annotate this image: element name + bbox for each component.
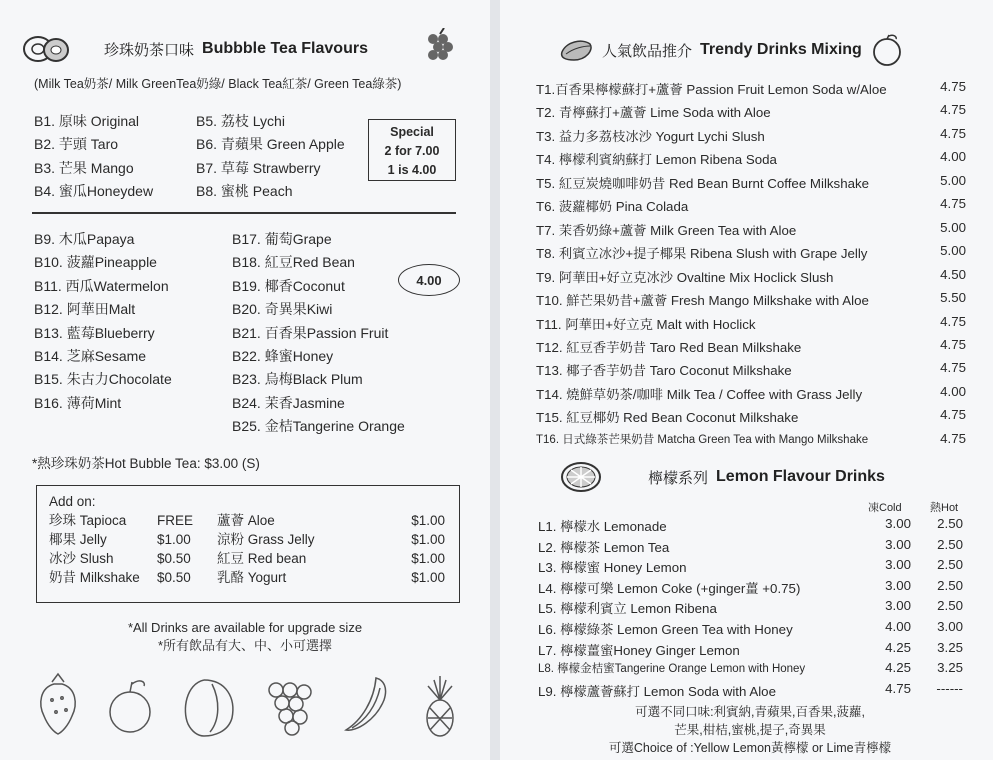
menu-item: B8. 蜜桃 Peach [196,183,293,200]
lemon-flavour-note-3: 可選Choice of :Yellow Lemon黃檸檬 or Lime青檸檬 [608,741,892,755]
menu-item: B6. 青蘋果 Green Apple [196,136,345,153]
lemon-item-cold-price: 3.00 [885,516,911,531]
addon-row [49,568,447,587]
lemon-item-name: L7. 檸檬薑蜜Honey Ginger Lemon [538,642,740,658]
trendy-item-name: T16. 日式綠茶芒果奶昔 Matcha Green Tea with Mango Milkshake [536,433,869,446]
trendy-item-price: 4.75 [940,430,966,446]
orange-icon [870,34,904,66]
lemon-item-hot-price: 2.50 [937,557,963,573]
column-header-cold: 凍Cold [868,502,902,514]
trendy-item-price: 4.75 [940,336,966,352]
lemon-item [538,660,968,681]
lemon-item-cold-price: 4.25 [885,660,911,676]
fruit-illustrations [36,670,466,740]
lemon-flavour-note-1: 可選不同口味:利賓納,青蘋果,百香果,菠蘿, [635,705,865,719]
trendy-item-name: T7. 茉香奶綠+蘆薈 Milk Green Tea with Aloe [536,222,797,238]
lemon-item-hot-price: 2.50 [937,577,963,593]
lemon-item [538,516,968,537]
orange-icon [110,681,150,732]
bubble-tea-title-cn: 珍珠奶茶口味 [104,41,195,59]
trendy-item-name: T1.百香果檸檬蘇打+蘆薈 Passion Fruit Lemon Soda w/Aloe [536,82,887,97]
trendy-item-price: 4.75 [940,313,966,329]
lemon-item [538,619,968,640]
lemon-item-hot-price: 3.25 [937,660,963,676]
strawberry-icon [41,674,75,734]
menu-item: B2. 芋頭 Taro [34,136,119,153]
lemon-item [538,578,968,599]
trendy-item-name: T11. 阿華田+好立克 Malt with Hoclick [536,316,756,332]
trendy-item-name: T6. 菠蘿椰奶 Pina Colada [536,199,689,215]
trendy-title-cn: 人氣飲品推介 [602,42,693,60]
trendy-item [536,149,966,172]
special-line-1: Special [390,125,434,139]
menu-item: B21. 百香果Passion Fruit [232,324,389,341]
trendy-item-name: T8. 利賓立冰沙+提子椰果 Ribena Slush with Grape Jelly [536,246,868,262]
lemon-flavour-note-2: 芒果,柑桔,蜜桃,提子,奇異果 [674,723,826,737]
group-a-col2 [196,110,345,204]
lemon-item [538,640,968,661]
trendy-item-price: 4.75 [940,360,966,376]
trendy-item-price: 4.75 [940,125,966,141]
lemon-item-cold-price: 3.00 [885,598,911,614]
grapes-icon [269,683,311,735]
trendy-item-name: T15. 紅豆椰奶 Red Bean Coconut Milkshake [536,410,799,426]
addon-box [36,485,460,603]
lemon-item-name: L4. 檸檬可樂 Lemon Coke (+ginger薑 +0.75) [538,580,801,596]
trendy-item-name: T14. 燒鮮草奶茶/咖啡 Milk Tea / Coffee with Grass Jelly [536,386,863,402]
addon-name: 冰沙 Slush [49,551,114,566]
menu-item: B20. 奇異果Kiwi [232,301,333,318]
addon-name: 奶昔 Milkshake [49,570,140,585]
menu-item: B19. 椰香Coconut [232,277,345,294]
column-header-hot: 熱Hot [930,502,959,514]
trendy-item-name: T13. 椰子香芋奶昔 Taro Coconut Milkshake [536,363,792,379]
addon-price: $1.00 [411,551,445,566]
group-b-price-oval: 4.00 [398,264,460,296]
lemon-title-cn: 檸檬系列 [648,469,709,487]
lemon-item-cold-price: 4.25 [885,639,911,655]
addon-name: 椰果 Jelly [49,532,107,547]
addon-row [49,549,447,568]
menu-item: B15. 朱古力Chocolate [34,371,172,388]
trendy-item [536,196,966,219]
trendy-item [536,173,966,196]
addon-title: Add on: [49,494,96,509]
trendy-item-price: 4.50 [940,266,966,282]
trendy-item [536,314,966,337]
menu-item: B22. 蜂蜜Honey [232,348,334,365]
lemon-item [538,681,968,702]
addon-price: $0.50 [157,570,191,585]
addon-price: FREE [157,513,194,528]
trendy-item [536,431,966,454]
menu-item: B24. 茉香Jasmine [232,394,345,411]
trendy-item-price: 4.75 [940,407,966,423]
menu-item: B16. 薄荷Mint [34,394,122,411]
menu-item: B12. 阿華田Malt [34,301,136,318]
trendy-item [536,337,966,360]
upgrade-note-en: *All Drinks are available for upgrade size [127,620,363,635]
menu-item: B4. 蜜瓜Honeydew [34,183,154,200]
lemon-item [538,557,968,578]
bubble-tea-subtitle: (Milk Tea奶茶/ Milk GreenTea奶綠/ Black Tea紅茶/ Green Tea綠茶) [34,77,402,91]
addon-row [49,530,447,549]
trendy-item [536,243,966,266]
menu-item: B9. 木瓜Papaya [34,231,135,247]
trendy-item-price: 5.00 [940,219,966,235]
addon-price: $1.00 [411,532,445,547]
trendy-item [536,126,966,149]
lemon-item-name: L1. 檸檬水 Lemonade [538,519,667,534]
trendy-item [536,267,966,290]
addon-name: 乳酪 Yogurt [217,570,287,585]
pineapple-icon [427,676,453,736]
mango-icon [560,38,594,62]
menu-item: B5. 荔枝 Lychi [196,113,285,129]
menu-item: B14. 芝麻Sesame [34,348,147,365]
special-offer-box [368,119,456,181]
lemon-item-hot-price: 2.50 [937,516,963,531]
trendy-title-en: Trendy Drinks Mixing [700,41,862,58]
menu-item: B25. 金桔Tangerine Orange [232,418,405,435]
trendy-item [536,407,966,430]
banana-icon [346,678,386,730]
trendy-item-name: T12. 紅豆香芋奶昔 Taro Red Bean Milkshake [536,339,802,355]
trendy-item-name: T5. 紅豆炭燒咖啡奶昔 Red Bean Burnt Coffee Milkshake [536,175,870,191]
lemon-title-en: Lemon Flavour Drinks [716,468,885,485]
hot-bubble-tea-note: *熱珍珠奶茶Hot Bubble Tea: $3.00 (S) [32,456,260,471]
trendy-item-price: 4.75 [940,102,966,118]
lemon-item-hot-price: 3.25 [937,639,963,655]
lemon-item-hot-price: 3.00 [937,619,963,634]
addon-price: $1.00 [157,532,191,547]
trendy-item [536,102,966,125]
group-b-col2 [232,228,405,439]
lemon-item-hot-price: 2.50 [937,598,963,614]
trendy-item [536,220,966,243]
addon-name: 蘆薈 Aloe [217,513,275,528]
lemon-item [538,537,968,558]
kiwi-icon [22,34,70,64]
trendy-item [536,360,966,383]
lemon-item-name: L2. 檸檬茶 Lemon Tea [538,539,670,555]
lemon-item-name: L3. 檸檬蜜 Honey Lemon [538,560,687,576]
lemon-item-cold-price: 3.00 [885,557,911,573]
bubble-tea-title-en: Bubbble Tea Flavours [202,40,368,57]
trendy-item-price: 5.00 [940,243,966,259]
lemon-item-cold-price: 3.00 [885,536,911,552]
lemon-heading [560,460,885,494]
lemon-item-name: L6. 檸檬綠茶 Lemon Green Tea with Honey [538,622,793,637]
menu-item: B13. 藍莓Blueberry [34,324,155,341]
group-b-col1 [34,228,172,415]
trendy-item-price: 4.00 [940,383,966,399]
lemon-item-cold-price: 4.00 [885,619,911,634]
addon-name: 涼粉 Grass Jelly [217,532,315,547]
trendy-item-name: T10. 鮮芒果奶昔+蘆薈 Fresh Mango Milkshake with Aloe [536,293,869,309]
trendy-item [536,384,966,407]
divider [32,212,456,214]
trendy-item-name: T2. 青檸蘇打+蘆薈 Lime Soda with Aloe [536,105,771,121]
addon-name: 珍珠 Tapioca [49,513,127,528]
trendy-item-price: 5.00 [940,172,966,188]
upgrade-note-cn: *所有飲品有大、中、小可選擇 [157,638,333,653]
trendy-item-name: T9. 阿華田+好立克冰沙 Ovaltine Mix Hoclick Slush [536,269,834,285]
lemon-item-hot-price: 2.50 [937,536,963,552]
menu-item: B17. 葡萄Grape [232,231,332,247]
trendy-item [536,290,966,313]
special-line-2: 2 for 7.00 [384,144,440,158]
trendy-item-price: 4.00 [940,149,966,165]
lemon-slice-icon [560,460,602,494]
lemon-item-cold-price: 4.75 [885,680,911,696]
trendy-item-price: 4.75 [940,79,966,94]
addon-price: $1.00 [411,570,445,585]
trendy-item-price: 5.50 [940,290,966,306]
page-gutter [490,0,500,760]
group-a-col1 [34,110,153,204]
menu-item: B1. 原味 Original [34,113,140,129]
grape-icon [424,28,456,64]
lemon-item-name: L8. 檸檬金桔蜜Tangerine Orange Lemon with Honey [538,663,806,676]
addon-price: $1.00 [411,513,445,528]
menu-item: B11. 西瓜Watermelon [34,277,169,294]
menu-item: B23. 烏梅Black Plum [232,371,363,388]
bubble-tea-heading [22,34,368,64]
special-line-3: 1 is 4.00 [387,163,437,177]
menu-item: B18. 紅豆Red Bean [232,254,355,271]
trendy-heading [560,34,904,66]
trendy-item-name: T3. 益力多荔枝冰沙 Yogurt Lychi Slush [536,128,765,144]
lemon-item [538,598,968,619]
trendy-item-price: 4.75 [940,196,966,212]
lemon-item-cold-price: 3.00 [885,577,911,593]
trendy-item-name: T4. 檸檬利賓納蘇打 Lemon Ribena Soda [536,152,777,168]
lemon-item-hot-price: ------ [936,680,963,696]
lemon-item-name: L9. 檸檬蘆薈蘇打 Lemon Soda with Aloe [538,683,776,699]
addon-name: 紅豆 Red bean [217,551,307,566]
addon-row [49,511,447,530]
melon-icon [185,680,232,736]
menu-item: B10. 菠蘿Pineapple [34,254,157,271]
trendy-item [536,79,966,102]
menu-item: B3. 芒果 Mango [34,159,134,176]
lemon-item-name: L5. 檸檬利賓立 Lemon Ribena [538,601,717,617]
menu-item: B7. 草莓 Strawberry [196,159,321,176]
addon-price: $0.50 [157,551,191,566]
